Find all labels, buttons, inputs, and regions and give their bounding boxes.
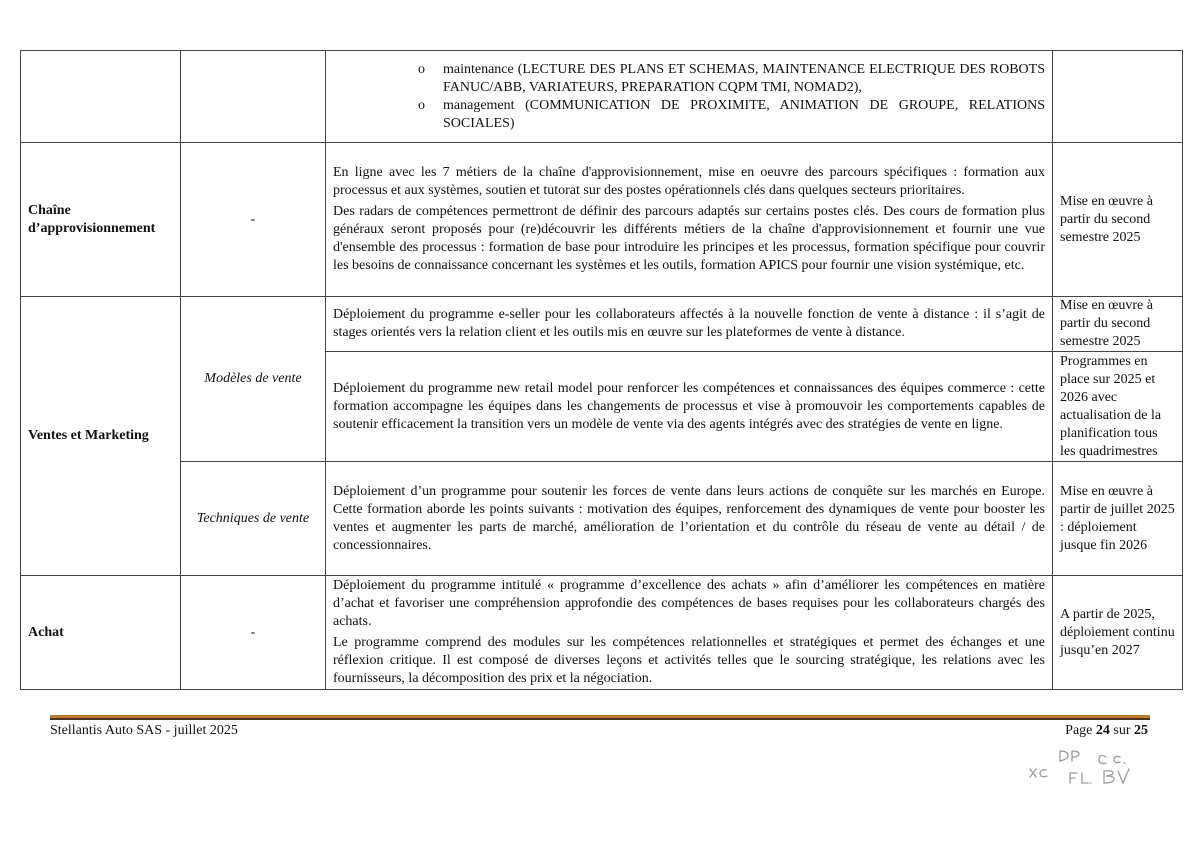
description-techniques [326, 462, 1053, 576]
paragraph: Déploiement d’un programme pour soutenir les forces de vente dans leurs actions de conquête sur les marchés en Europe. Cette formation aborde les points suivants : motivation des équipes, renforcement des dynamiques de vente pour booster les ventes et augmenter les parts de marché, amélioration de l’orientation et du contrôle du réseau de vente au détail / de concessionnaires. [333, 483, 1045, 553]
training-plan-table [20, 50, 1183, 690]
page-number [1065, 723, 1148, 739]
table-row-sales-techniques [21, 462, 1183, 576]
table-row-sales-eseller [21, 297, 1183, 352]
timing-supply-chain: Mise en œuvre à partir du second semestre 2025 [1053, 143, 1183, 297]
domain-sales-marketing: Ventes et Marketing [21, 297, 181, 576]
subdomain-cell-empty [181, 51, 326, 143]
page-mid: sur [1109, 723, 1134, 738]
subdomain-dash: - [181, 576, 326, 690]
bullet-management: o management (COMMUNICATION DE PROXIMITE, ANIMATION DE GROUPE, RELATIONS SOCIALES) [413, 97, 1045, 133]
footer-rule-shadow [50, 718, 1150, 720]
subdomain-dash: - [181, 143, 326, 297]
domain-cell-empty [21, 51, 181, 143]
description-supply-chain [326, 143, 1053, 297]
paragraph: Déploiement du programme e-seller pour les collaborateurs affectés à la nouvelle fonction de vente à distance : il s’agit de stages orientés vers la relation client et les outils mis en œuvre sur les plateformes de vente à distance. [333, 307, 1045, 340]
paragraph: Déploiement du programme new retail model pour renforcer les compétences et connaissances des équipes commerce : cette formation accompagne les équipes dans les changements de processus et vise à promouvoir les comportements capables de soutenir efficacement la transition vers un modèle de vente via des agents intégrés avec des stratégies de vente en ligne. [333, 380, 1045, 432]
footer-company-date: Stellantis Auto SAS - juillet 2025 [50, 723, 238, 738]
page-prefix: Page [1065, 723, 1096, 738]
description-purchasing [326, 576, 1053, 690]
handwritten-initials [1020, 745, 1150, 795]
timing-techniques: Mise en œuvre à partir de juillet 2025 : déploiement jusque fin 2026 [1053, 462, 1183, 576]
table-row-continued [21, 51, 1183, 143]
bullet-maintenance: o maintenance (LECTURE DES PLANS ET SCHEMAS, MAINTENANCE ELECTRIQUE DES ROBOTS FANUC/ABB, VARIATEURS, PREPARATION CQPM TMI, NOMAD2), [413, 61, 1045, 97]
description-retail [326, 352, 1053, 462]
timing-cell-empty [1053, 51, 1183, 143]
subdomain-sales-techniques: Techniques de vente [181, 462, 326, 576]
paragraph: Déploiement du programme intitulé « programme d’excellence des achats » afin d’améliorer les compétences en matière d’achat et favoriser une compréhension approfondie des compétences de bases requises pour les collaborateurs chargés des achats. [333, 578, 1045, 629]
subdomain-sales-models: Modèles de vente [181, 297, 326, 462]
timing-eseller: Mise en œuvre à partir du second semestre 2025 [1053, 297, 1183, 352]
page-total: 25 [1134, 723, 1148, 738]
paragraph: Des radars de compétences permettront de définir des parcours adaptés sur certains postes clés. Des cours de formation plus généraux seront proposés pour (re)découvrir les différents métiers de la chaîne d'approvisionnement et fournir une vue d'ensemble des processus : formation de base pour introduire les principes et les processus, formation spécifique pour couvrir les besoins de connaissance concernant les systèmes et les outils, formation APICS pour fournir une vision systémique, etc. [333, 204, 1045, 273]
timing-retail: Programmes en place sur 2025 et 2026 avec actualisation de la planification tous les quadrimestres [1053, 352, 1183, 462]
description-eseller [326, 297, 1053, 352]
paragraph: En ligne avec les 7 métiers de la chaîne d'approvisionnement, mise en oeuvre des parcours spécifiques : formation aux processus et aux systèmes, soutien et tutorat sur des postes opérationnels clés dans quelques secteurs prioritaires. [333, 165, 1045, 198]
page-current: 24 [1095, 723, 1110, 738]
timing-purchasing: A partir de 2025, déploiement continu jusqu’en 2027 [1053, 576, 1183, 690]
table-row-purchasing [21, 576, 1183, 690]
domain-supply-chain: Chaîne d’approvisionnement [21, 143, 181, 297]
description-cell [326, 51, 1053, 143]
domain-purchasing: Achat [21, 576, 181, 690]
paragraph: Le programme comprend des modules sur les compétences relationnelles et stratégiques et permet des échanges et une réflexion critique. Il est composé de diverses leçons et activités telles que le sourcing stratégique, les relations avec les fournisseurs, la décomposition des prix et la négociation. [333, 635, 1045, 686]
table-row-supply-chain [21, 143, 1183, 297]
